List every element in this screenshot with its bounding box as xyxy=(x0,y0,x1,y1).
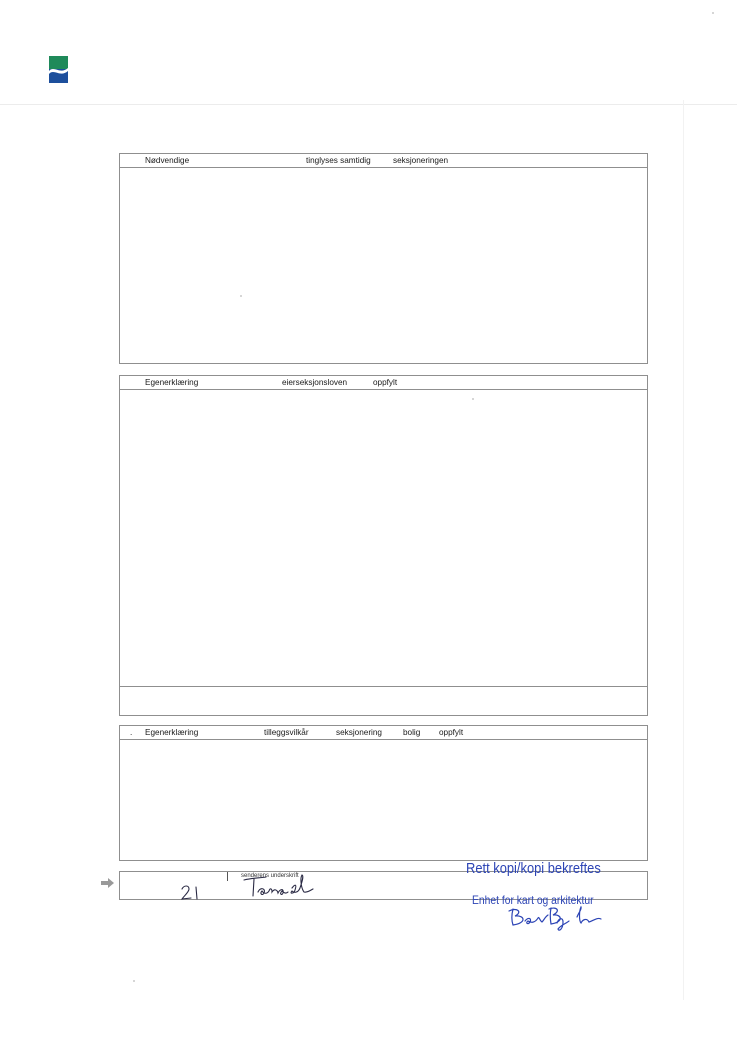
signature-caption: senderens underskrift xyxy=(241,873,299,879)
header-term: bolig xyxy=(403,728,421,737)
header-term: seksjonering xyxy=(336,728,382,737)
header-term: Egenerklæring xyxy=(145,378,199,387)
arrow-right-icon xyxy=(101,877,115,889)
certified-copy-stamp: Rett kopi/kopi bekreftes xyxy=(466,860,601,877)
header-mark: . xyxy=(130,728,133,737)
section-header xyxy=(120,726,647,740)
header-term: seksjoneringen xyxy=(393,156,449,165)
section-divider xyxy=(120,686,647,687)
section-header xyxy=(120,376,647,390)
header-term: eierseksjonsloven xyxy=(282,378,348,387)
municipality-logo xyxy=(49,56,68,83)
scan-speck xyxy=(712,12,714,14)
header-rule xyxy=(0,104,737,105)
section-header xyxy=(120,154,647,168)
header-term: tinglyses samtidig xyxy=(306,156,371,165)
stamp-signature xyxy=(503,903,609,933)
header-term: oppfylt xyxy=(373,378,398,387)
section-self-declaration-act xyxy=(119,375,648,716)
section-required-documents xyxy=(119,153,648,364)
handwritten-number xyxy=(180,883,204,901)
header-term: tilleggsvilkår xyxy=(264,728,309,737)
scan-speck xyxy=(240,295,242,297)
scan-speck xyxy=(472,398,474,400)
section-self-declaration-conditions xyxy=(119,725,648,861)
handwritten-signature xyxy=(242,872,318,900)
scan-speck xyxy=(133,980,135,982)
header-term: Nødvendige xyxy=(145,156,190,165)
header-term: oppfylt xyxy=(439,728,464,737)
department-stamp: Enhet for kart og arkitektur xyxy=(472,893,594,907)
header-term: Egenerklæring xyxy=(145,728,199,737)
field-tick xyxy=(227,872,228,881)
margin-rule xyxy=(683,100,684,1000)
